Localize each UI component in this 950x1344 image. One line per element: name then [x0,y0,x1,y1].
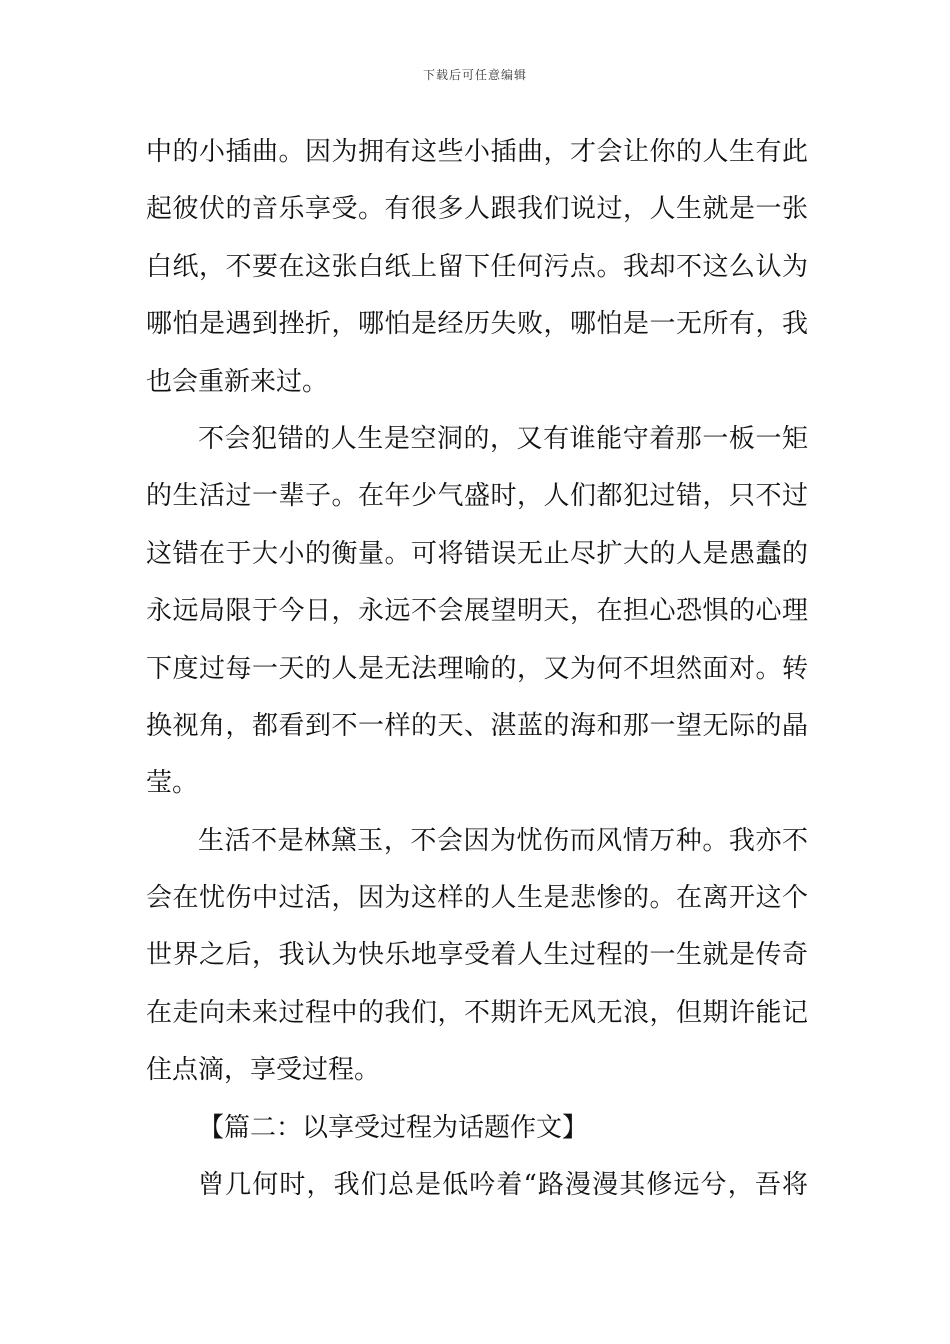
text-line: 在走向未来过程中的我们，不期许无风无浪，但期许能记 [146,997,808,1028]
text-line: 永远局限于今日，永远不会展望明天，在担心恐惧的心理 [146,596,808,627]
text-line: 白纸，不要在这张白纸上留下任何污点。我却不这么认为 [146,251,808,282]
text-line: 哪怕是遇到挫折，哪怕是经历失败，哪怕是一无所有，我 [146,309,808,340]
text-line: 的生活过一辈子。在年少气盛时，人们都犯过错，只不过 [146,481,808,512]
text-line: 曾几何时，我们总是低吟着“路漫漫其修远兮，吾将 [198,1170,808,1201]
document-body [146,124,808,1214]
text-line: 住点滴，享受过程。 [146,1055,381,1086]
text-line: 会在忧伤中过活，因为这样的人生是悲惨的。在离开这个 [146,883,808,914]
page-header: 下载后可任意编辑 [422,68,527,82]
text-line: 下度过每一天的人是无法理喻的，又为何不坦然面对。转 [146,653,808,684]
text-line: 起彼伏的音乐享受。有很多人跟我们说过，人生就是一张 [146,194,808,225]
text-line: 这错在于大小的衡量。可将错误无止尽扩大的人是愚蠢的 [146,538,808,569]
text-line: 换视角，都看到不一样的天、湛蓝的海和那一望无际的晶 [146,710,808,741]
text-line: 中的小插曲。因为拥有这些小插曲，才会让你的人生有此 [146,137,808,167]
text-line: 世界之后，我认为快乐地享受着人生过程的一生就是传奇 [146,940,808,971]
text-line: 莹。 [146,768,199,799]
text-line: 【篇二：以享受过程为话题作文】 [198,1112,589,1143]
text-line: 不会犯错的人生是空洞的，又有谁能守着那一板一矩 [198,423,808,454]
text-line: 生活不是林黛玉，不会因为忧伤而风情万种。我亦不 [198,825,808,856]
text-line: 也会重新来过。 [146,366,329,397]
